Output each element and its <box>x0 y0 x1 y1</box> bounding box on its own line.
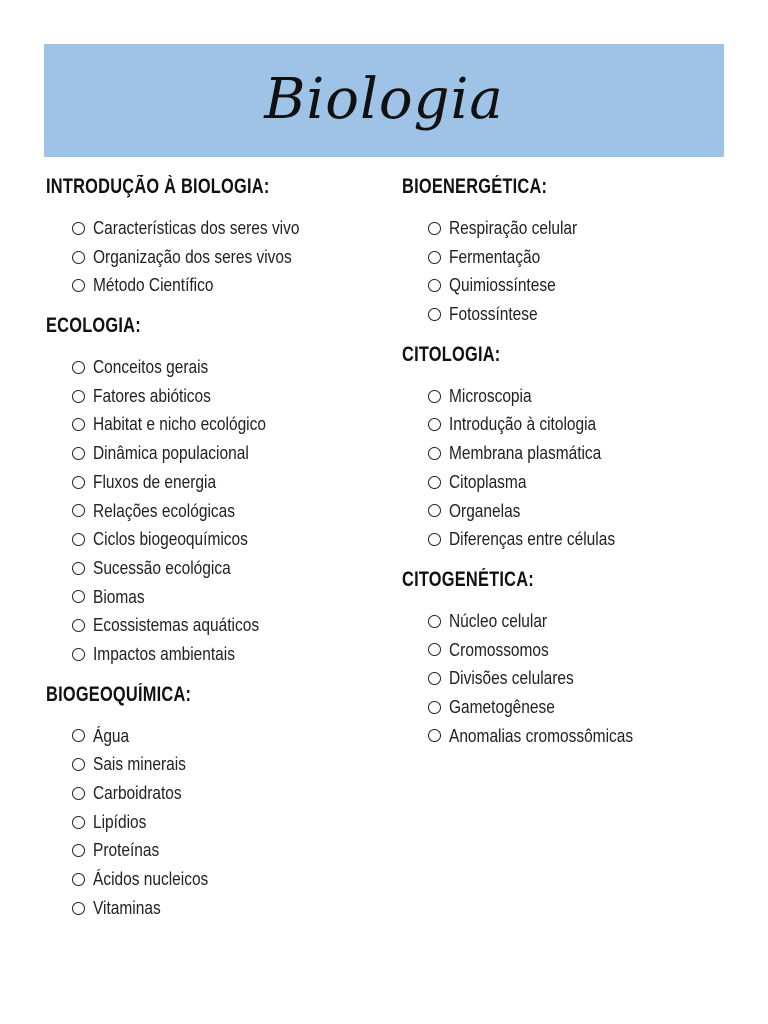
circle-checkbox-icon[interactable] <box>72 729 85 742</box>
circle-checkbox-icon[interactable] <box>428 308 441 321</box>
circle-checkbox-icon[interactable] <box>428 476 441 489</box>
circle-checkbox-icon[interactable] <box>72 619 85 632</box>
topic-label: Proteínas <box>93 840 160 861</box>
topic-label: Dinâmica populacional <box>93 443 249 464</box>
circle-checkbox-icon[interactable] <box>428 390 441 403</box>
section-heading: CITOLOGIA: <box>402 342 501 366</box>
list-item[interactable] <box>46 894 376 923</box>
topic-label: Organelas <box>449 500 521 521</box>
circle-checkbox-icon[interactable] <box>428 729 441 742</box>
left-column <box>46 172 376 933</box>
title-banner <box>44 44 724 157</box>
circle-checkbox-icon[interactable] <box>428 418 441 431</box>
list-item[interactable] <box>46 836 376 865</box>
circle-checkbox-icon[interactable] <box>72 873 85 886</box>
circle-checkbox-icon[interactable] <box>428 222 441 235</box>
section-heading: CITOGENÉTICA: <box>402 567 534 591</box>
list-item[interactable] <box>46 583 376 612</box>
list-item[interactable] <box>402 214 732 243</box>
circle-checkbox-icon[interactable] <box>72 787 85 800</box>
circle-checkbox-icon[interactable] <box>428 447 441 460</box>
list-item[interactable] <box>46 214 376 243</box>
topic-label: Microscopia <box>449 385 532 406</box>
topic-label: Sais minerais <box>93 754 186 775</box>
circle-checkbox-icon[interactable] <box>72 390 85 403</box>
list-item[interactable] <box>402 525 732 554</box>
topic-label: Conceitos gerais <box>93 357 209 378</box>
list-item[interactable] <box>46 554 376 583</box>
circle-checkbox-icon[interactable] <box>72 758 85 771</box>
list-item[interactable] <box>46 439 376 468</box>
topic-label: Respiração celular <box>449 218 578 238</box>
list-item[interactable] <box>46 750 376 779</box>
topic-label: Fermentação <box>449 246 541 267</box>
circle-checkbox-icon[interactable] <box>72 418 85 431</box>
list-item[interactable] <box>402 607 732 636</box>
circle-checkbox-icon[interactable] <box>72 648 85 661</box>
topic-label: Impactos ambientais <box>93 643 235 664</box>
list-item[interactable] <box>402 722 732 751</box>
topic-label: Gametogênese <box>449 696 555 717</box>
section-heading: BIOENERGÉTICA: <box>402 175 548 198</box>
list-item[interactable] <box>46 865 376 894</box>
section-introducao <box>46 172 376 300</box>
topic-label: Fluxos de energia <box>93 471 217 492</box>
circle-checkbox-icon[interactable] <box>72 816 85 829</box>
topic-label: Divisões celulares <box>449 668 574 689</box>
circle-checkbox-icon[interactable] <box>72 476 85 489</box>
topic-label: Núcleo celular <box>449 610 548 631</box>
section-bioenergetica <box>402 172 732 329</box>
topic-list <box>402 607 732 750</box>
circle-checkbox-icon[interactable] <box>72 562 85 575</box>
topic-label: Método Científico <box>93 275 214 296</box>
section-biogeoquimica <box>46 680 376 923</box>
circle-checkbox-icon[interactable] <box>428 701 441 714</box>
topic-label: Características dos seres vivo <box>93 218 300 238</box>
circle-checkbox-icon[interactable] <box>72 361 85 374</box>
list-item[interactable] <box>46 497 376 526</box>
right-column <box>402 172 732 761</box>
topic-label: Introdução à citologia <box>449 414 597 435</box>
topic-label: Fotossíntese <box>449 304 538 325</box>
list-item[interactable] <box>402 693 732 722</box>
section-citologia <box>402 340 732 554</box>
circle-checkbox-icon[interactable] <box>428 279 441 292</box>
topic-label: Ciclos biogeoquímicos <box>93 529 248 550</box>
list-item[interactable] <box>46 410 376 439</box>
topic-list <box>46 722 376 923</box>
list-item[interactable] <box>402 382 732 411</box>
topic-label: Vitaminas <box>93 897 161 918</box>
section-citogenetica <box>402 565 732 750</box>
section-heading: BIOGEOQUÍMICA: <box>46 682 192 706</box>
list-item[interactable] <box>402 410 732 439</box>
list-item[interactable] <box>46 779 376 808</box>
topic-label: Ecossistemas aquáticos <box>93 615 260 636</box>
topic-label: Lipídios <box>93 811 147 832</box>
list-item[interactable] <box>402 439 732 468</box>
topic-list <box>46 214 376 300</box>
topic-label: Ácidos nucleicos <box>93 869 209 890</box>
topic-label: Quimiossíntese <box>449 275 556 296</box>
list-item[interactable] <box>46 382 376 411</box>
section-heading: ECOLOGIA: <box>46 314 141 338</box>
circle-checkbox-icon[interactable] <box>72 533 85 546</box>
circle-checkbox-icon[interactable] <box>428 672 441 685</box>
list-item[interactable] <box>402 497 732 526</box>
topic-label: Membrana plasmática <box>449 443 602 464</box>
topic-label: Anomalias cromossômicas <box>449 725 634 746</box>
list-item[interactable] <box>46 271 376 300</box>
circle-checkbox-icon[interactable] <box>72 504 85 517</box>
topic-label: Sucessão ecológica <box>93 557 231 578</box>
topic-label: Citoplasma <box>449 471 527 492</box>
list-item[interactable] <box>402 636 732 665</box>
list-item[interactable] <box>402 664 732 693</box>
list-item[interactable] <box>46 808 376 837</box>
page-title: Biologia <box>264 67 504 132</box>
topic-label: Diferenças entre células <box>449 529 616 550</box>
list-item[interactable] <box>46 353 376 382</box>
list-item[interactable] <box>46 243 376 272</box>
topic-list <box>46 353 376 669</box>
list-item[interactable] <box>46 525 376 554</box>
circle-checkbox-icon[interactable] <box>72 251 85 264</box>
list-item[interactable] <box>46 468 376 497</box>
circle-checkbox-icon[interactable] <box>72 902 85 915</box>
topic-label: Biomas <box>93 586 145 607</box>
topic-label: Organização dos seres vivos <box>93 246 292 267</box>
section-ecologia <box>46 311 376 669</box>
circle-checkbox-icon[interactable] <box>428 643 441 656</box>
circle-checkbox-icon[interactable] <box>72 222 85 235</box>
list-item[interactable] <box>402 271 732 300</box>
circle-checkbox-icon[interactable] <box>72 844 85 857</box>
topic-list <box>402 214 732 329</box>
section-heading: INTRODUÇÃO À BIOLOGIA: <box>46 175 270 198</box>
topic-label: Carboidratos <box>93 783 182 803</box>
list-item[interactable] <box>46 611 376 640</box>
list-item[interactable] <box>402 468 732 497</box>
circle-checkbox-icon[interactable] <box>72 447 85 460</box>
list-item[interactable] <box>46 722 376 751</box>
topic-list <box>402 382 732 554</box>
circle-checkbox-icon[interactable] <box>428 615 441 628</box>
circle-checkbox-icon[interactable] <box>72 279 85 292</box>
topic-label: Habitat e nicho ecológico <box>93 414 266 435</box>
circle-checkbox-icon[interactable] <box>72 590 85 603</box>
topic-label: Água <box>93 725 130 746</box>
topic-label: Fatores abióticos <box>93 385 211 406</box>
circle-checkbox-icon[interactable] <box>428 504 441 517</box>
list-item[interactable] <box>402 300 732 329</box>
list-item[interactable] <box>46 640 376 669</box>
topic-label: Relações ecológicas <box>93 500 235 521</box>
circle-checkbox-icon[interactable] <box>428 251 441 264</box>
topic-label: Cromossomos <box>449 639 549 660</box>
circle-checkbox-icon[interactable] <box>428 533 441 546</box>
list-item[interactable] <box>402 243 732 272</box>
